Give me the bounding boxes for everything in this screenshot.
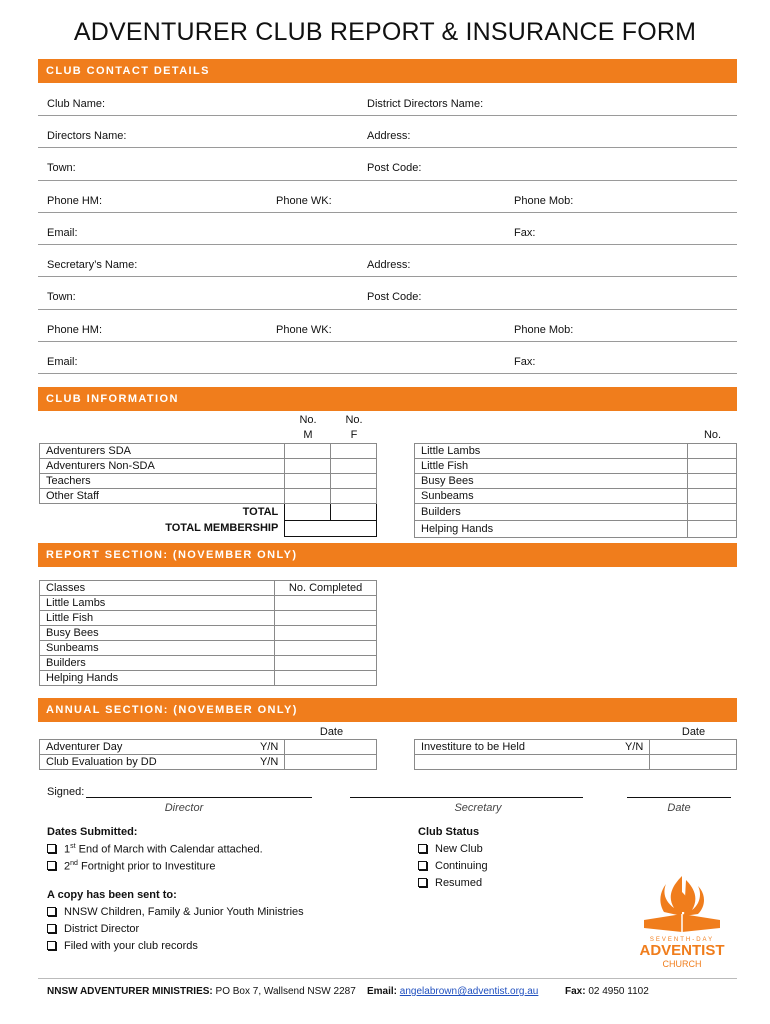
total-membership-label: TOTAL MEMBERSHIP <box>165 522 279 534</box>
date-caption: Date <box>667 802 691 814</box>
checkbox-icon[interactable] <box>418 861 427 870</box>
table-row <box>40 740 377 755</box>
director-town-label: Town: <box>47 162 76 174</box>
yes-no-indicator[interactable]: Y/N <box>624 741 644 753</box>
checkbox-icon[interactable] <box>47 861 56 870</box>
table-row <box>415 740 737 755</box>
table-row <box>40 755 377 770</box>
logo-line-2: ADVENTIST <box>639 942 725 959</box>
table-row <box>40 656 377 671</box>
row-label: Little Fish <box>40 611 275 626</box>
secretary-post-code-label: Post Code: <box>367 291 422 303</box>
dates-submitted-option-1[interactable] <box>47 843 263 856</box>
form-title: ADVENTURER CLUB REPORT & INSURANCE FORM <box>73 18 697 46</box>
adventist-flame-icon <box>630 872 734 934</box>
completed-cell[interactable] <box>275 611 377 626</box>
completed-cell[interactable] <box>275 656 377 671</box>
total-female-cell[interactable] <box>331 504 377 521</box>
director-town-field[interactable] <box>38 180 737 181</box>
secretary-email-label: Email: <box>47 356 78 368</box>
footer-email-block <box>367 986 538 997</box>
footer-fax-label: Fax: <box>565 986 586 997</box>
row-label[interactable] <box>415 755 650 770</box>
checkbox-icon[interactable] <box>418 878 427 887</box>
row-label <box>40 740 285 755</box>
row-label <box>40 755 285 770</box>
completed-cell[interactable] <box>275 641 377 656</box>
row-label: Other Staff <box>40 489 285 504</box>
club-status-continuing[interactable] <box>418 860 488 872</box>
row-label: Builders <box>415 504 688 521</box>
option-2-number: 2 <box>64 860 71 873</box>
col-header-no: No. <box>703 429 722 441</box>
option-label: District Director <box>64 923 140 935</box>
table-row <box>415 755 737 770</box>
date-cell[interactable] <box>650 740 737 755</box>
footer-email-link[interactable]: angelabrown@adventist.org.au <box>399 986 539 997</box>
footer-fax: 02 4950 1102 <box>585 986 649 997</box>
row-label: Helping Hands <box>40 671 275 686</box>
table-row <box>40 671 377 686</box>
table-row <box>415 504 737 521</box>
director-address-label: Address: <box>367 130 411 142</box>
annual-left-table <box>39 739 377 770</box>
total-male-cell[interactable] <box>285 504 331 521</box>
date-cell[interactable] <box>285 755 377 770</box>
directors-name-label: Directors Name: <box>47 130 127 142</box>
footer-address: PO Box 7, Wallsend NSW 2287 <box>212 986 356 997</box>
checkbox-icon[interactable] <box>47 907 56 916</box>
option-label: Continuing <box>435 860 488 872</box>
annual-right-date-header: Date <box>681 726 706 738</box>
count-cell[interactable] <box>688 489 737 504</box>
count-cell[interactable] <box>688 459 737 474</box>
date-cell[interactable] <box>285 740 377 755</box>
col-header-female-top: No. <box>345 414 363 426</box>
completed-cell[interactable] <box>275 671 377 686</box>
secretarys-name-field[interactable] <box>38 276 737 277</box>
completed-cell[interactable] <box>275 596 377 611</box>
table-row <box>40 489 377 504</box>
club-name-label: Club Name: <box>47 98 106 110</box>
row-label: Busy Bees <box>40 626 275 641</box>
row-label: Little Lambs <box>40 596 275 611</box>
female-count-cell[interactable] <box>331 444 377 459</box>
option-1-number: 1 <box>64 843 71 856</box>
copy-sent-option-filed[interactable] <box>47 940 198 952</box>
male-count-cell[interactable] <box>285 474 331 489</box>
col-header-male-top: No. <box>299 414 317 426</box>
yes-no-indicator[interactable]: Y/N <box>259 741 279 753</box>
secretary-address-label: Address: <box>367 259 411 271</box>
table-row <box>40 474 377 489</box>
row-label: Busy Bees <box>415 474 688 489</box>
option-label: New Club <box>435 843 483 855</box>
director-caption: Director <box>164 802 204 814</box>
count-cell[interactable] <box>688 521 737 538</box>
director-signature-line[interactable] <box>86 797 312 798</box>
footer-org: NNSW ADVENTURER MINISTRIES: <box>47 986 213 997</box>
logo-line-3: CHURCH <box>662 959 702 969</box>
row-label: Sunbeams <box>40 641 275 656</box>
secretary-signature-line[interactable] <box>350 797 583 798</box>
checkbox-icon[interactable] <box>418 844 427 853</box>
male-count-cell[interactable] <box>285 444 331 459</box>
report-table <box>39 580 377 686</box>
checkbox-icon[interactable] <box>47 924 56 933</box>
female-count-cell[interactable] <box>331 459 377 474</box>
col-header-female-bottom: F <box>350 429 358 441</box>
adventurer-day-label: Adventurer Day <box>46 741 123 753</box>
male-count-cell[interactable] <box>285 459 331 474</box>
table-row <box>40 581 377 596</box>
row-label: Teachers <box>40 474 285 489</box>
total-label: TOTAL <box>242 506 279 518</box>
row-label: Sunbeams <box>415 489 688 504</box>
option-label: Filed with your club records <box>64 940 198 952</box>
club-status-new[interactable] <box>418 843 483 855</box>
yes-no-indicator[interactable]: Y/N <box>259 756 279 768</box>
option-label: NNSW Children, Family & Junior Youth Ministries <box>64 906 304 918</box>
option-2-suffix: nd <box>70 860 78 867</box>
director-email-field[interactable] <box>38 244 737 245</box>
table-row <box>415 459 737 474</box>
table-row <box>40 504 377 521</box>
col-header-female <box>331 413 377 443</box>
table-row <box>40 459 377 474</box>
row-label: Little Fish <box>415 459 688 474</box>
class-membership-table <box>414 443 737 538</box>
table-row <box>40 520 377 536</box>
secretary-town-label: Town: <box>47 291 76 303</box>
checkbox-icon[interactable] <box>47 844 56 853</box>
director-phone-mob-label: Phone Mob: <box>514 195 574 207</box>
secretarys-name-label: Secretary’s Name: <box>47 259 138 271</box>
copy-sent-option-nnsw[interactable] <box>47 906 304 918</box>
table-row <box>415 444 737 459</box>
signed-label: Signed: <box>47 786 85 798</box>
secretary-fax-label: Fax: <box>514 356 536 368</box>
col-header-classes: Classes <box>40 581 275 596</box>
footer-email-label: Email: <box>367 986 398 997</box>
club-evaluation-label: Club Evaluation by DD <box>46 756 157 768</box>
district-directors-name-label: District Directors Name: <box>367 98 484 110</box>
row-label: Helping Hands <box>415 521 688 538</box>
footer <box>47 986 356 997</box>
total-membership-cell[interactable] <box>285 520 377 536</box>
option-1-text: End of March with Calendar attached. <box>75 843 263 856</box>
option-1-suffix: st <box>70 843 76 850</box>
table-row <box>40 444 377 459</box>
female-count-cell[interactable] <box>331 489 377 504</box>
count-cell[interactable] <box>688 474 737 489</box>
logo-line-1: SEVENTH-DAY <box>649 937 715 943</box>
row-label <box>415 740 650 755</box>
director-post-code-label: Post Code: <box>367 162 422 174</box>
annual-left-date-header: Date <box>319 726 344 738</box>
secretary-phone-mob-label: Phone Mob: <box>514 324 574 336</box>
directors-name-field[interactable] <box>38 147 737 148</box>
date-cell[interactable] <box>650 755 737 770</box>
footer-fax-block <box>565 986 649 997</box>
director-fax-label: Fax: <box>514 227 536 239</box>
director-phone-wk-label: Phone WK: <box>276 195 332 207</box>
male-count-cell[interactable] <box>285 489 331 504</box>
secretary-phone-field[interactable] <box>38 341 737 342</box>
section-header-club-info: CLUB INFORMATION <box>38 387 737 411</box>
table-row <box>40 596 377 611</box>
option-2-text: Fortnight prior to Investiture <box>77 860 216 873</box>
count-cell[interactable] <box>688 444 737 459</box>
row-label: Adventurers SDA <box>40 444 285 459</box>
section-header-annual: ANNUAL SECTION: (NOVEMBER ONLY) <box>38 698 737 722</box>
option-label: Resumed <box>435 877 483 889</box>
col-header-completed: No. Completed <box>275 581 377 596</box>
secretary-email-field[interactable] <box>38 373 737 374</box>
copy-sent-heading: A copy has been sent to: <box>47 889 177 901</box>
director-phone-field[interactable] <box>38 212 737 213</box>
club-status-resumed[interactable] <box>418 877 482 889</box>
secretary-phone-wk-label: Phone WK: <box>276 324 332 336</box>
investiture-label: Investiture to be Held <box>421 741 525 753</box>
secretary-caption: Secretary <box>454 802 502 814</box>
dates-submitted-option-2[interactable] <box>47 860 215 873</box>
annual-right-table <box>414 739 737 770</box>
table-row <box>40 626 377 641</box>
row-label: Builders <box>40 656 275 671</box>
dates-submitted-heading: Dates Submitted: <box>47 826 138 838</box>
section-header-report: REPORT SECTION: (NOVEMBER ONLY) <box>38 543 737 567</box>
table-row <box>415 474 737 489</box>
club-name-field[interactable] <box>38 115 737 116</box>
count-cell[interactable] <box>688 504 737 521</box>
secretary-town-field[interactable] <box>38 309 737 310</box>
membership-table <box>39 443 377 537</box>
footer-divider <box>38 978 737 979</box>
completed-cell[interactable] <box>275 626 377 641</box>
checkbox-icon[interactable] <box>47 941 56 950</box>
table-row <box>40 611 377 626</box>
adventist-logo <box>630 872 734 974</box>
table-row <box>40 641 377 656</box>
table-row <box>415 521 737 538</box>
secretary-phone-hm-label: Phone HM: <box>47 324 103 336</box>
date-signature-line[interactable] <box>627 797 731 798</box>
copy-sent-option-district[interactable] <box>47 923 139 935</box>
club-status-heading: Club Status <box>418 826 480 838</box>
director-phone-hm-label: Phone HM: <box>47 195 103 207</box>
section-header-contact: CLUB CONTACT DETAILS <box>38 59 737 83</box>
row-label: Adventurers Non-SDA <box>40 459 285 474</box>
col-header-male-bottom: M <box>303 429 313 441</box>
col-header-male <box>286 413 330 443</box>
female-count-cell[interactable] <box>331 474 377 489</box>
director-email-label: Email: <box>47 227 78 239</box>
table-row <box>415 489 737 504</box>
row-label: Little Lambs <box>415 444 688 459</box>
